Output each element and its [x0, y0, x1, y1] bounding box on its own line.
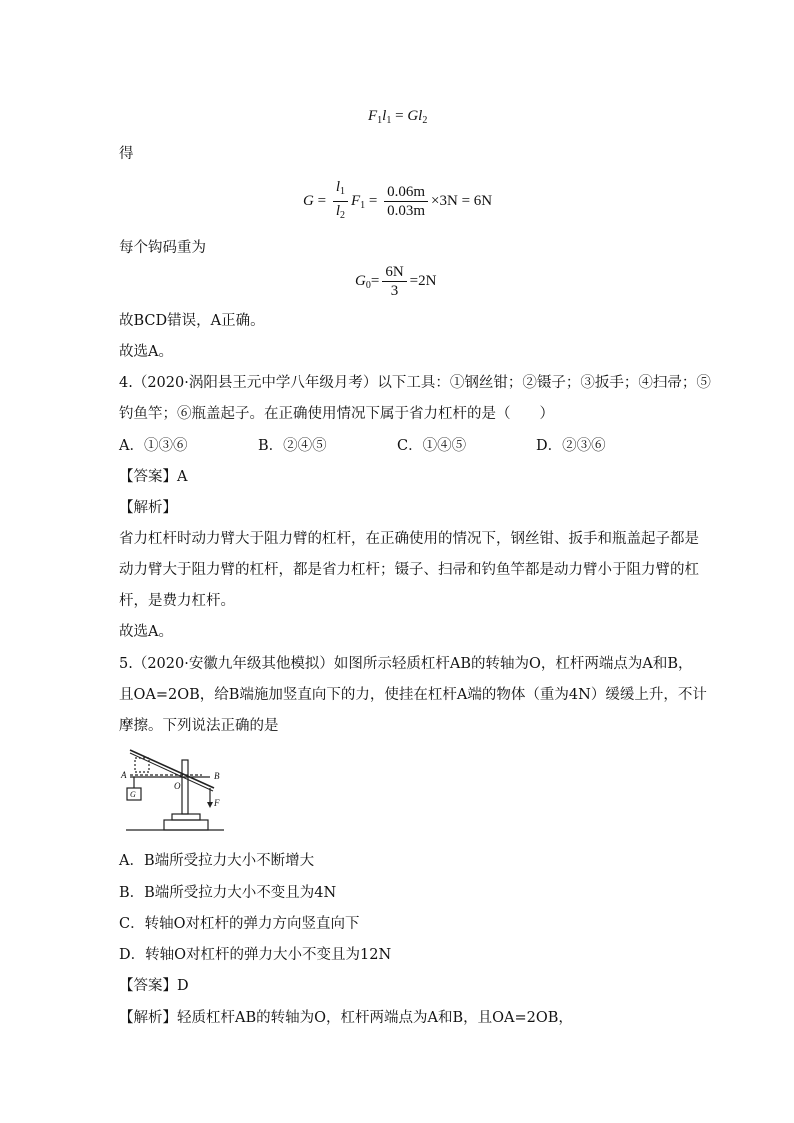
frac-den-sub: 2 [339, 210, 345, 221]
frac-num: 6N [382, 263, 406, 282]
q5-line-3: 摩擦。下列说法正确的是 [119, 718, 279, 734]
label-o: O [174, 781, 181, 791]
frac-den: 3 [390, 283, 399, 299]
formula-sub: 2 [422, 115, 428, 126]
base-top [172, 814, 200, 820]
label-g: G [130, 790, 136, 799]
formula-balance [368, 108, 427, 126]
q4-options [119, 436, 679, 456]
q4-option-b: B．②④⑤ [258, 438, 327, 454]
q4-line-1: 4.（2020·涡阳县王元中学八年级月考）以下工具：①钢丝钳；②镊子；③扳手；④扫帚；⑤ [119, 375, 711, 391]
weight-dashed [135, 758, 149, 772]
label-a: A [121, 770, 127, 780]
q5-line-2: 且OA=2OB，给B端施加竖直向下的力，使挂在杠杆A端的物体（重为4N）缓缓上升，不计 [119, 687, 707, 703]
frac-num: 0.06m [384, 183, 428, 202]
force-arrow-head [207, 802, 213, 808]
frac-den: l [335, 203, 340, 219]
formula-l2: l [418, 108, 423, 124]
formula-rest: =2N [409, 272, 437, 289]
label-b: B [214, 771, 220, 781]
formula-sub: 1 [377, 115, 383, 126]
formula-eq: = [370, 272, 380, 289]
lever-tilted-edge [130, 753, 213, 791]
label-f: F [214, 798, 220, 808]
lever-tilted [130, 750, 214, 788]
q4-analysis-tag: 【解析】 [119, 500, 177, 516]
frac-num: l [335, 179, 340, 195]
q4-option-c: C．①④⑤ [397, 438, 467, 454]
text-choose-a: 故选A。 [119, 624, 173, 640]
q4-answer: 【答案】A [119, 469, 188, 485]
text-de: 得 [119, 146, 134, 162]
formula-sub: 1 [360, 199, 366, 211]
base-block [164, 820, 208, 830]
lever-diagram [120, 746, 230, 834]
support-post [182, 760, 188, 814]
q4-exp-2: 动力臂大于阻力臂的杠杆，都是省力杠杆；镊子、扫帚和钓鱼竿都是动力臂小于阻力臂的杠 [119, 562, 699, 578]
q4-exp-1: 省力杠杆时动力臂大于阻力臂的杠杆，在正确使用的情况下，钢丝钳、扳手和瓶盖起子都是 [119, 531, 699, 547]
frac-num-sub: 1 [339, 186, 345, 197]
formula-f: F [368, 108, 378, 124]
formula-f: F [350, 192, 361, 209]
formula-eq: = [391, 108, 408, 124]
formula-g: G [407, 108, 419, 124]
q5-option-c: C．转轴O对杠杆的弹力方向竖直向下 [119, 916, 360, 932]
q5-line-1: 5.（2020·安徽九年级其他模拟）如图所示轻质杠杆AB的转轴为O，杠杆两端点为A和B， [119, 656, 693, 672]
q4-line-2: 钓鱼竿；⑥瓶盖起子。在正确使用情况下属于省力杠杆的是（ ） [119, 406, 554, 422]
q4-option-d: D．②③⑥ [536, 438, 606, 454]
q5-option-a: A．B端所受拉力大小不断增大 [119, 853, 315, 869]
q5-option-b: B．B端所受拉力大小不变且为4N [119, 885, 337, 901]
formula-g: G [303, 192, 314, 209]
fraction-lengths [384, 183, 428, 220]
formula-g0 [355, 263, 436, 300]
text-choose-a: 故选A。 [119, 344, 173, 360]
formula-g-calc [303, 178, 492, 225]
formula-l1: l [382, 108, 387, 124]
formula-sub: 1 [386, 115, 392, 126]
q5-exp-1: 【解析】轻质杠杆AB的转轴为O，杠杆两端点为A和B，且OA=2OB， [119, 1010, 573, 1026]
q5-answer: 【答案】D [119, 978, 189, 994]
text-wrong-bcd: 故BCD错误，A正确。 [119, 313, 265, 329]
fraction-6n-3 [382, 263, 406, 300]
text-each-weight: 每个钩码重为 [119, 240, 206, 256]
formula-rest: ×3N = 6N [431, 192, 493, 209]
formula-eq: = [313, 192, 330, 209]
fraction-l1-l2 [333, 178, 348, 225]
frac-den: 0.03m [387, 203, 426, 219]
q4-option-a: A．①③⑥ [119, 438, 188, 454]
formula-sub: 0 [365, 279, 371, 291]
formula-g: G [355, 272, 366, 289]
q4-exp-3: 杆，是费力杠杆。 [119, 593, 235, 609]
formula-eq: = [365, 192, 382, 209]
q5-option-d: D．转轴O对杠杆的弹力大小不变且为12N [119, 947, 392, 963]
